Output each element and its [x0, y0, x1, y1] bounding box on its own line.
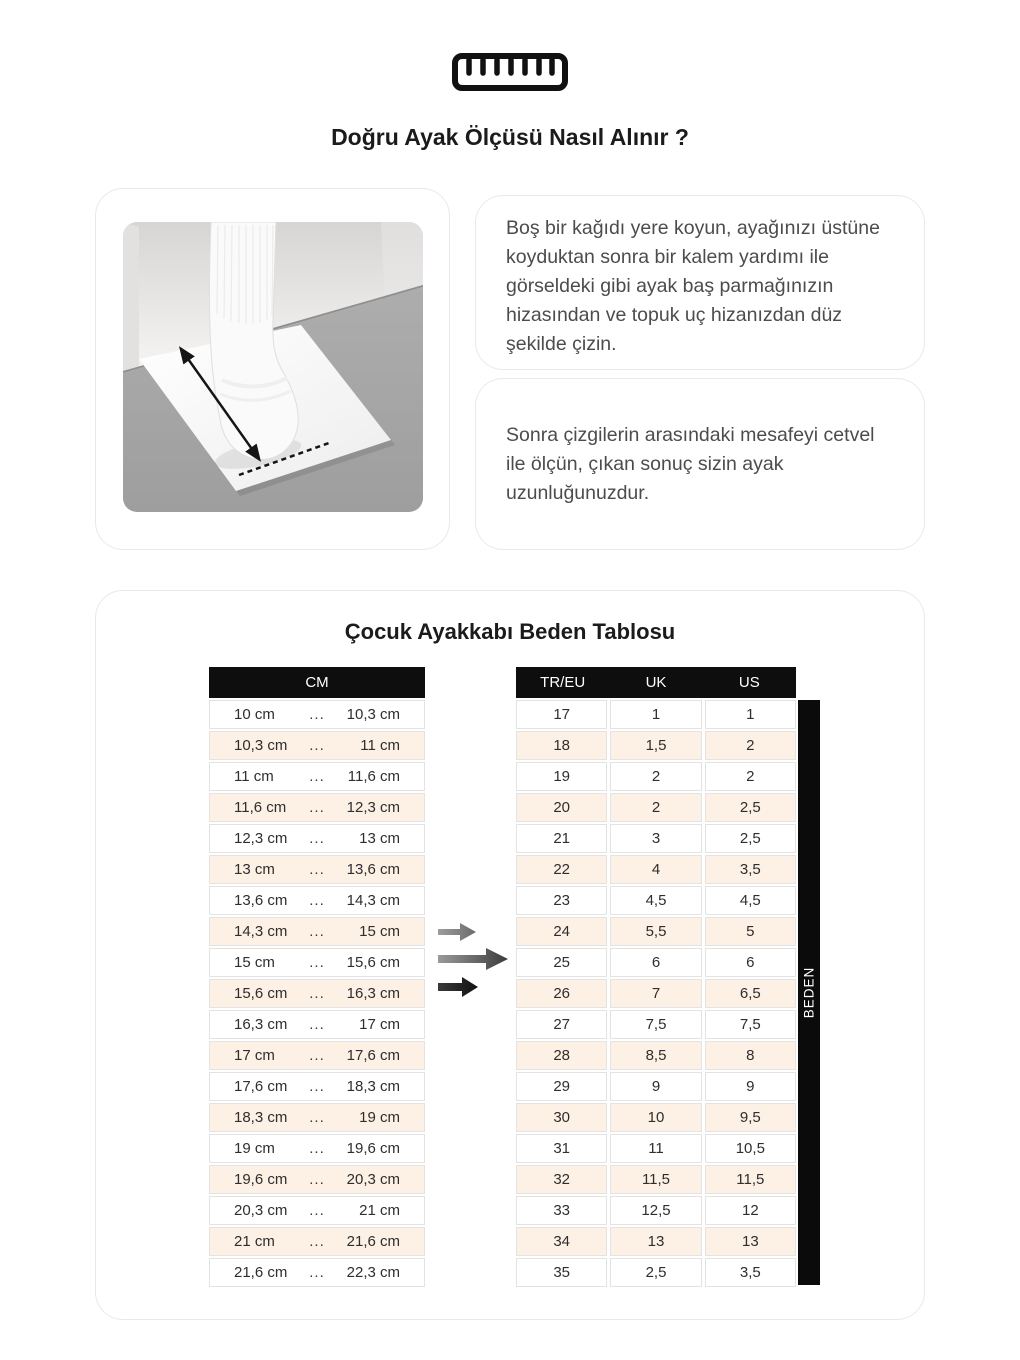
table-row — [516, 762, 796, 791]
range-dots: ... — [309, 768, 325, 785]
size-cell-us: 4,5 — [705, 886, 796, 915]
range-dots: ... — [309, 706, 325, 723]
table-row — [516, 886, 796, 915]
table-row — [209, 886, 425, 915]
transfer-arrows-icon — [438, 921, 510, 999]
cm-range-max: 14,3 cm — [346, 892, 400, 909]
cm-range-min: 19 cm — [234, 1140, 275, 1157]
cm-range-min: 15,6 cm — [234, 985, 288, 1002]
range-dots: ... — [309, 1140, 325, 1157]
table-row — [516, 979, 796, 1008]
range-dots: ... — [309, 1202, 325, 1219]
size-cell-uk: 3 — [610, 824, 701, 853]
table-row — [516, 1258, 796, 1287]
size-cell-uk: 11 — [610, 1134, 701, 1163]
size-cell-uk: 9 — [610, 1072, 701, 1101]
range-dots: ... — [309, 892, 325, 909]
size-cell-tr-eu: 17 — [516, 700, 607, 729]
size-cell-tr-eu: 30 — [516, 1103, 607, 1132]
size-cell-tr-eu: 32 — [516, 1165, 607, 1194]
table-row — [516, 1041, 796, 1070]
size-cell-uk: 7 — [610, 979, 701, 1008]
table-row — [209, 1010, 425, 1039]
cm-range-max: 18,3 cm — [346, 1078, 400, 1095]
table-row — [516, 700, 796, 729]
size-cell-tr-eu: 24 — [516, 917, 607, 946]
cm-range-min: 11 cm — [234, 768, 274, 785]
cm-range-min: 12,3 cm — [234, 830, 288, 847]
size-cell-us: 2,5 — [705, 793, 796, 822]
range-dots: ... — [309, 737, 325, 754]
size-cell-us: 9,5 — [705, 1103, 796, 1132]
size-cell-uk: 1 — [610, 700, 701, 729]
cm-range-max: 16,3 cm — [346, 985, 400, 1002]
size-cell-us: 7,5 — [705, 1010, 796, 1039]
cm-range-max: 22,3 cm — [346, 1264, 400, 1281]
table-row — [209, 700, 425, 729]
size-header-uk: UK — [645, 674, 667, 691]
cm-range-min: 17,6 cm — [234, 1078, 288, 1095]
cm-range-min: 16,3 cm — [234, 1016, 288, 1033]
cm-range-max: 12,3 cm — [346, 799, 400, 816]
cm-range-min: 21,6 cm — [234, 1264, 288, 1281]
size-chart-title: Çocuk Ayakkabı Beden Tablosu — [344, 619, 676, 644]
table-row — [516, 824, 796, 853]
page-title: Doğru Ayak Ölçüsü Nasıl Alınır ? — [331, 124, 689, 150]
cm-range-min: 17 cm — [234, 1047, 275, 1064]
cm-range-min: 13,6 cm — [234, 892, 288, 909]
cm-range-max: 17,6 cm — [346, 1047, 400, 1064]
instruction-step-1-card — [475, 195, 925, 370]
range-dots: ... — [309, 985, 325, 1002]
size-cell-us: 2 — [705, 762, 796, 791]
table-row — [516, 1103, 796, 1132]
cm-range-max: 15,6 cm — [346, 954, 400, 971]
size-table — [516, 667, 796, 1289]
range-dots: ... — [309, 1078, 325, 1095]
size-cell-uk: 7,5 — [610, 1010, 701, 1039]
size-cell-uk: 2 — [610, 762, 701, 791]
cm-range-max: 11 cm — [360, 737, 400, 754]
cm-range-min: 14,3 cm — [234, 923, 288, 940]
range-dots: ... — [309, 1233, 325, 1250]
table-row — [209, 979, 425, 1008]
range-dots: ... — [309, 923, 325, 940]
cm-range-min: 19,6 cm — [234, 1171, 288, 1188]
ruler-icon — [0, 52, 1020, 92]
beden-side-label: BEDEN — [801, 966, 817, 1019]
table-row — [516, 948, 796, 977]
range-dots: ... — [309, 799, 325, 816]
cm-range-max: 19 cm — [359, 1109, 400, 1126]
range-dots: ... — [309, 1109, 325, 1126]
table-row — [209, 1041, 425, 1070]
size-cell-tr-eu: 28 — [516, 1041, 607, 1070]
table-row — [209, 855, 425, 884]
table-row — [516, 917, 796, 946]
table-row — [516, 1165, 796, 1194]
size-cell-tr-eu: 27 — [516, 1010, 607, 1039]
size-cell-us: 11,5 — [705, 1165, 796, 1194]
cm-range-min: 10 cm — [234, 706, 275, 723]
size-cell-us: 2 — [705, 731, 796, 760]
size-cell-us: 10,5 — [705, 1134, 796, 1163]
cm-range-max: 19,6 cm — [346, 1140, 400, 1157]
table-row — [516, 1196, 796, 1225]
size-cell-uk: 12,5 — [610, 1196, 701, 1225]
size-cell-tr-eu: 21 — [516, 824, 607, 853]
table-row — [209, 824, 425, 853]
cm-range-min: 21 cm — [234, 1233, 275, 1250]
size-cell-tr-eu: 34 — [516, 1227, 607, 1256]
size-cell-uk: 5,5 — [610, 917, 701, 946]
table-row — [516, 1010, 796, 1039]
cm-range-max: 21 cm — [359, 1202, 400, 1219]
size-cell-us: 2,5 — [705, 824, 796, 853]
size-cell-us: 6 — [705, 948, 796, 977]
size-cell-uk: 4,5 — [610, 886, 701, 915]
size-cell-us: 8 — [705, 1041, 796, 1070]
table-row — [209, 1072, 425, 1101]
size-table-header — [516, 667, 796, 698]
size-cell-us: 13 — [705, 1227, 796, 1256]
range-dots: ... — [309, 1016, 325, 1033]
size-cell-us: 12 — [705, 1196, 796, 1225]
cm-range-min: 10,3 cm — [234, 737, 288, 754]
size-cell-uk: 1,5 — [610, 731, 701, 760]
cm-range-max: 21,6 cm — [346, 1233, 400, 1250]
range-dots: ... — [309, 1047, 325, 1064]
cm-table-header — [209, 667, 425, 698]
cm-range-min: 15 cm — [234, 954, 275, 971]
cm-header-label: CM — [305, 674, 329, 691]
cm-table — [209, 667, 425, 1289]
size-cell-uk: 4 — [610, 855, 701, 884]
table-row — [209, 917, 425, 946]
size-cell-tr-eu: 19 — [516, 762, 607, 791]
table-row — [516, 855, 796, 884]
size-cell-uk: 8,5 — [610, 1041, 701, 1070]
table-row — [209, 948, 425, 977]
table-row — [516, 1227, 796, 1256]
cm-range-max: 10,3 cm — [346, 706, 400, 723]
range-dots: ... — [309, 954, 325, 971]
size-cell-us: 6,5 — [705, 979, 796, 1008]
size-cell-tr-eu: 22 — [516, 855, 607, 884]
cm-range-max: 15 cm — [359, 923, 400, 940]
range-dots: ... — [309, 1171, 325, 1188]
size-cell-tr-eu: 35 — [516, 1258, 607, 1287]
cm-range-max: 13 cm — [359, 830, 400, 847]
size-cell-tr-eu: 29 — [516, 1072, 607, 1101]
table-row — [209, 1165, 425, 1194]
size-header-tr-eu: TR/EU — [540, 674, 586, 691]
table-row — [209, 1103, 425, 1132]
table-row — [516, 1072, 796, 1101]
size-cell-uk: 11,5 — [610, 1165, 701, 1194]
table-row — [516, 793, 796, 822]
cm-table-body — [209, 700, 425, 1287]
table-row — [209, 762, 425, 791]
size-cell-uk: 2,5 — [610, 1258, 701, 1287]
size-table-body — [516, 700, 796, 1287]
size-cell-tr-eu: 26 — [516, 979, 607, 1008]
foot-measurement-photo — [123, 222, 423, 512]
instruction-step-2-card — [475, 378, 925, 550]
table-row — [516, 1134, 796, 1163]
table-row — [209, 793, 425, 822]
size-cell-us: 5 — [705, 917, 796, 946]
size-cell-uk: 10 — [610, 1103, 701, 1132]
size-cell-us: 3,5 — [705, 855, 796, 884]
table-row — [209, 1134, 425, 1163]
size-header-us: US — [738, 674, 760, 691]
table-row — [209, 1258, 425, 1287]
size-cell-us: 3,5 — [705, 1258, 796, 1287]
cm-range-min: 13 cm — [234, 861, 275, 878]
size-cell-uk: 6 — [610, 948, 701, 977]
cm-range-max: 13,6 cm — [346, 861, 400, 878]
instruction-step-1-text: Boş bir kağıdı yere koyun, ayağınızı üstüne koyduktan sonra bir kalem yardımı ile görseldeki gibi ayak baş parmağınızın hizasından ve topuk uç hizanızdan düz şekilde çizin. — [506, 217, 880, 355]
size-cell-tr-eu: 33 — [516, 1196, 607, 1225]
range-dots: ... — [309, 861, 325, 878]
size-cell-uk: 2 — [610, 793, 701, 822]
cm-range-max: 11,6 cm — [347, 768, 400, 785]
table-row — [516, 731, 796, 760]
range-dots: ... — [309, 1264, 325, 1281]
cm-range-max: 20,3 cm — [346, 1171, 400, 1188]
size-cell-us: 9 — [705, 1072, 796, 1101]
cm-range-min: 18,3 cm — [234, 1109, 288, 1126]
size-cell-tr-eu: 18 — [516, 731, 607, 760]
table-row — [209, 1227, 425, 1256]
cm-range-max: 17 cm — [359, 1016, 400, 1033]
size-cell-tr-eu: 25 — [516, 948, 607, 977]
measurement-photo-card — [95, 188, 450, 550]
range-dots: ... — [309, 830, 325, 847]
size-cell-tr-eu: 31 — [516, 1134, 607, 1163]
instruction-step-2-text: Sonra çizgilerin arasındaki mesafeyi cetvel ile ölçün, çıkan sonuç sizin ayak uzunluğunuzdur. — [506, 423, 875, 504]
table-row — [209, 1196, 425, 1225]
size-chart-card — [95, 590, 925, 1320]
size-cell-uk: 13 — [610, 1227, 701, 1256]
size-cell-tr-eu: 20 — [516, 793, 607, 822]
beden-side-bar — [798, 700, 820, 1285]
size-cell-tr-eu: 23 — [516, 886, 607, 915]
table-row — [209, 731, 425, 760]
cm-range-min: 11,6 cm — [234, 799, 287, 816]
cm-range-min: 20,3 cm — [234, 1202, 288, 1219]
size-cell-us: 1 — [705, 700, 796, 729]
